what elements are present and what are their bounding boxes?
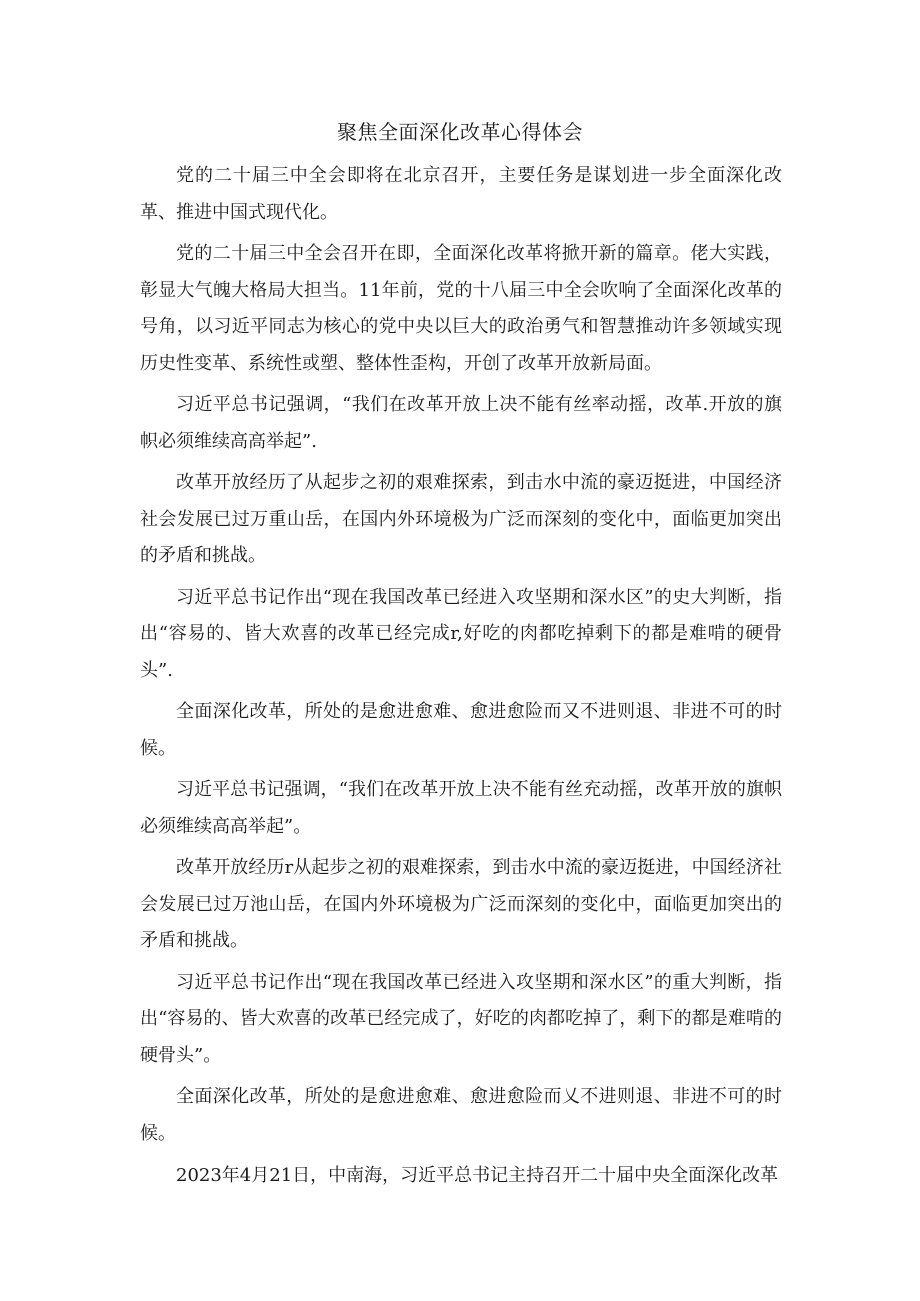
paragraph: 全面深化改革，所处的是愈进愈难、愈进愈险而又不进则退、非进不可的时候。 bbox=[140, 701, 782, 759]
document-title: 聚焦全面深化改革心得体会 bbox=[337, 120, 583, 144]
paragraph: 党的二十届三中全会即将在北京召开，主要任务是谋划进一步全面深化改革、推进中国式现代化。 bbox=[140, 165, 782, 223]
paragraph: 习近平总书记作出“现在我国改革已经进入攻坚期和深水区”的重大判断，指出“容易的、皆大欢喜的改革已经完成了，好吃的肉都吃掉了，剩下的都是难啃的硬骨头”。 bbox=[140, 971, 782, 1066]
paragraph: 改革开放经历r从起步之初的艰难探索，到击水中流的豪迈挺进，中国经济社会发展已过万池山岳，在国内外环境极为广泛而深刻的变化中，面临更加突出的矛盾和挑战。 bbox=[140, 857, 782, 951]
paragraph: 党的二十届三中全会召开在即，全面深化改革将掀开新的篇章。佬大实践，彰显大气魄大格局大担当。11年前，党的十八届三中全会吹响了全面深化改革的号角，以习近平同志为核心的党中央以巨大的政治勇气和智慧推动许多领域实现历史性变革、系统性或塑、整体性歪构，开创了改革开放新局面。 bbox=[140, 243, 782, 374]
document-body bbox=[140, 158, 782, 1200]
paragraph: 2023年4月21日，中南海，习近平总书记主持召开二十届中央全面深化改革 bbox=[176, 1165, 779, 1186]
paragraph: 习近平总书记强调，“我们在改革开放上决不能有丝充动摇，改革开放的旗帜必须维续高高举起”。 bbox=[140, 779, 782, 837]
paragraph: 全面深化改革，所处的是愈进愈难、愈进愈险而乂不进则退、非进不可的时候。 bbox=[140, 1086, 782, 1144]
paragraph: 习近平总书记作出“现在我国改革已经进入攻坚期和深水区”的史大判断，指出“容易的、皆大欢喜的改革已经完成r,好吃的肉都吃掉剩下的都是难啃的硬骨头”. bbox=[140, 586, 782, 681]
paragraph: 习近平总书记强调，“我们在改革开放上决不能有丝率动摇，改革.开放的旗帜必须维续高高举起”. bbox=[140, 394, 782, 452]
paragraph: 改革开放经历了从起步之初的艰难探索，到击水中流的豪迈挺进，中国经济社会发展已过万重山岳，在国内外环境极为广泛而深刻的变化中，面临更加突出的矛盾和挑战。 bbox=[140, 472, 782, 566]
